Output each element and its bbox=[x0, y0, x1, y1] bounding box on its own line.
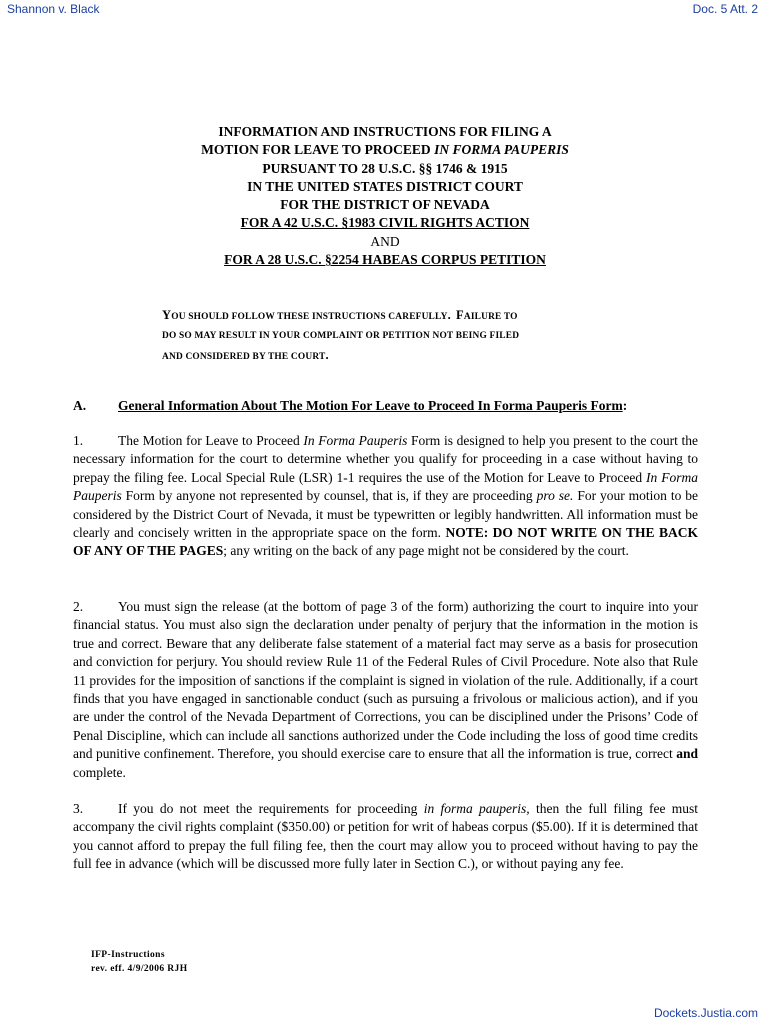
caution-cap-2: F bbox=[456, 308, 464, 322]
section-a-title: General Information About The Motion For Leave to Proceed In Forma Pauperis Form bbox=[118, 398, 623, 413]
section-a-letter: A. bbox=[73, 398, 87, 413]
paragraph-1-text-d: For your motion to be considered by the District Court of Nevada, it must be typewritten or legibly handwritten. All information must be clearly and concisely written in the appropriate space on the form. bbox=[73, 488, 699, 541]
revision-note-line-1: IFP-Instructions bbox=[91, 950, 165, 960]
caution-text-2: AILURE TO bbox=[463, 312, 518, 322]
section-a-heading bbox=[73, 398, 713, 414]
paragraph-2-bold: and bbox=[676, 746, 698, 762]
caution-text-1: OU SHOULD FOLLOW THESE INSTRUCTIONS CAREFULLY bbox=[171, 312, 448, 322]
caution-text-3: AND CONSIDERED BY THE COURT bbox=[162, 352, 326, 362]
title-line-3: PURSUANT TO 28 U.S.C. §§ 1746 & 1915 bbox=[262, 160, 508, 176]
title-line-6: FOR A 42 U.S.C. §1983 CIVIL RIGHTS ACTION bbox=[240, 215, 530, 231]
paragraph-1-text-e: ; any writing on the back of any page might not be considered by the court. bbox=[223, 543, 629, 559]
title-line-5: FOR THE DISTRICT OF NEVADA bbox=[280, 197, 490, 213]
paragraph-3 bbox=[73, 800, 698, 874]
caution-dot-2: . bbox=[325, 348, 329, 362]
source-watermark: Dockets.Justia.com bbox=[653, 1006, 758, 1020]
revision-note bbox=[91, 948, 188, 976]
title-line-2-text: MOTION FOR LEAVE TO PROCEED bbox=[201, 142, 435, 158]
caution-cap-1: Y bbox=[162, 308, 172, 322]
title-line-1: INFORMATION AND INSTRUCTIONS FOR FILING A bbox=[218, 124, 552, 139]
document-title bbox=[0, 123, 770, 269]
title-line-4: IN THE UNITED STATES DISTRICT COURT bbox=[247, 178, 523, 194]
paragraph-1-text-b: Form is designed to help you present to the court the necessary information for the court to determine whether you qualify for proceeding in a case without having to prepay the filing fee. Local Special Rule (LSR) 1-1 requires the use of the Motion for Leave to Proceed bbox=[73, 433, 698, 485]
case-caption: Shannon v. Black bbox=[7, 2, 100, 16]
caution-line-2: DO SO MAY RESULT IN YOUR COMPLAINT OR PETITION NOT BEING FILED bbox=[162, 331, 520, 341]
paragraph-3-italic: in forma pauperis, bbox=[423, 801, 530, 816]
revision-note-line-2: rev. eff. 4/9/2006 RJH bbox=[91, 964, 188, 974]
caution-notice bbox=[162, 306, 612, 367]
caution-line-3 bbox=[162, 346, 612, 367]
paragraph-1-italic-c: pro se. bbox=[536, 488, 574, 504]
paragraph-2-number: 2. bbox=[73, 599, 84, 614]
title-line-2-italic: IN FORMA PAUPERIS bbox=[434, 142, 569, 158]
paragraph-2-text-b: complete. bbox=[73, 764, 126, 780]
section-a-colon: : bbox=[622, 398, 628, 413]
paragraph-1-italic-a: In Forma Pauperis bbox=[303, 433, 408, 448]
title-line-2 bbox=[0, 141, 770, 159]
document-number: Doc. 5 Att. 2 bbox=[692, 2, 758, 16]
title-line-7: AND bbox=[370, 233, 400, 249]
paragraph-3-number: 3. bbox=[73, 801, 84, 816]
paragraph-1 bbox=[73, 432, 698, 561]
paragraph-3-text-a: If you do not meet the requirements for proceeding bbox=[118, 801, 424, 816]
paragraph-1-note: NOTE: DO NOT WRITE ON THE BACK OF ANY OF THE PAGES bbox=[73, 525, 698, 559]
paragraph-2-text-a: You must sign the release (at the bottom of page 3 of the form) authorizing the court to inquire into your financial status. You must also sign the declaration under penalty of perjury that the information in the motion is true and correct. Beware that any deliberate false statement of a material fact may serve as a basis for prosecution and conviction for perjury. You should review Rule 11 of the Federal Rules of Civil Procedure. Note also that Rule 11 provides for the imposition of sanctions if the complaint is signed in violation of the rule. Additionally, if a court finds that you have engaged in sanctionable conduct (such as pursuing a frivolous or malicious action), and if you are under the control of the Nevada Department of Corrections, you can be disciplined under the Prisons’ Code of Penal Discipline, which can include all sanctions authorized under the Code including the loss of good time credits and punitive confinement. Therefore, you should exercise care to ensure that all the information is true, correct bbox=[73, 599, 698, 762]
title-line-8: FOR A 28 U.S.C. §2254 HABEAS CORPUS PETITION bbox=[224, 252, 546, 268]
paragraph-3-text-b: then the full filing fee must accompany the civil rights complaint ($350.00) or petition for writ of habeas corpus ($5.00). If it is determined that you cannot afford to prepay the full filing fee, then the court may allow you to proceed without having to pay the full fee in advance (which will be discussed more fully later in Section C.), or without paying any fee. bbox=[73, 801, 698, 872]
paragraph-1-italic-b: In Forma Pauperis bbox=[73, 469, 698, 504]
paragraph-1-text-c: Form by anyone not represented by counsel, that is, if they are proceeding bbox=[121, 488, 537, 504]
paragraph-1-number: 1. bbox=[73, 433, 84, 448]
caution-dot-1: . bbox=[447, 308, 451, 322]
caution-line-1 bbox=[162, 306, 612, 327]
paragraph-2 bbox=[73, 598, 698, 782]
paragraph-1-text-a: The Motion for Leave to Proceed bbox=[118, 433, 304, 448]
